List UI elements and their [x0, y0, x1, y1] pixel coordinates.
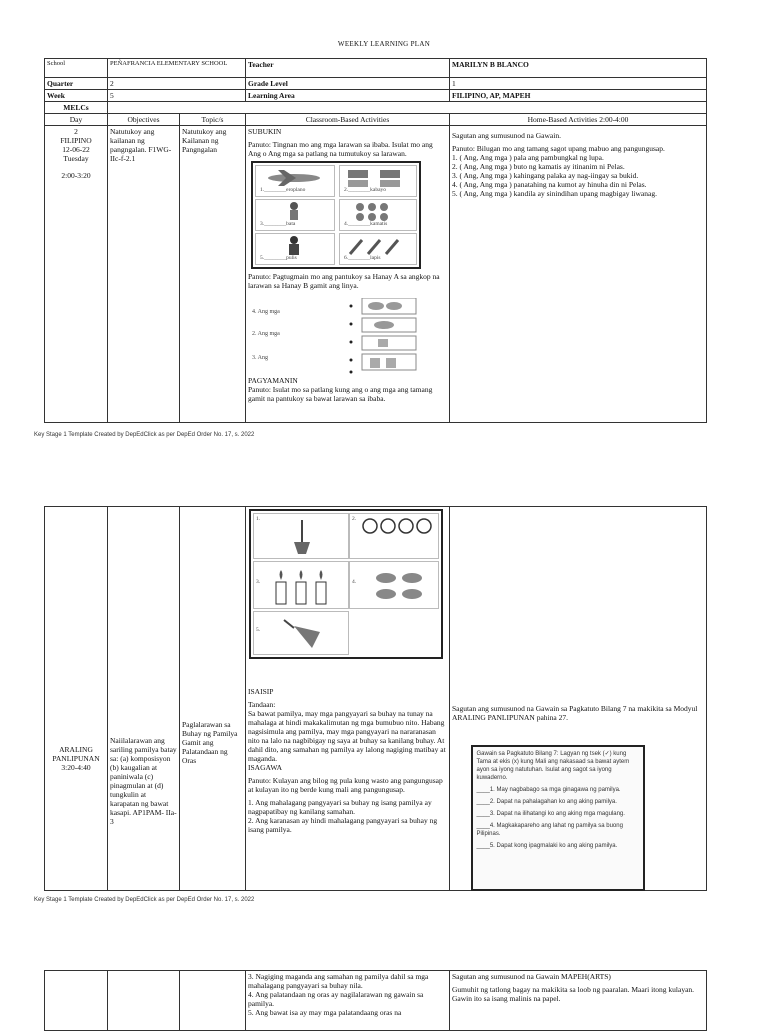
objectives-text-ap: Naiilalarawan ang sariling pamilya batay sa: (a) komposisyon (b) kaugalian at paniniwala (c) pinagmulan at (d) tungkulin at karapatan ng bawat kasapi. AP1PAM- IIa-3	[110, 736, 177, 826]
learning-area-value: FILIPINO, AP, MAPEH	[450, 90, 707, 102]
pic-label-4: 4.________kamatis	[344, 221, 388, 227]
candles-picture	[253, 561, 349, 609]
subukin-heading: SUBUKIN	[248, 127, 282, 136]
col-classroom: Classroom-Based Activities	[246, 114, 450, 126]
week-value: 5	[108, 90, 246, 102]
objectives-cell: Natutukoy ang kailanan ng pangngalan. F1WG-IIc-f-2.1	[108, 126, 180, 423]
classroom-item-5: 5. Ang bawat isa ay may mga palatandaang oras na	[248, 1008, 402, 1017]
tool-label-5: 5.	[256, 627, 261, 633]
classroom-cell-mapeh	[246, 971, 450, 1031]
airplane-picture	[255, 165, 335, 197]
template-footer-2: Key Stage 1 Template Created by DepEdClick as per DepEd Order No. 17, s. 2022	[34, 897, 255, 903]
col-topics: Topic/s	[180, 114, 246, 126]
grade-value: 1	[450, 78, 707, 90]
pic-label-2: 2.________kabayo	[344, 187, 387, 193]
match-label-3: 3. Ang	[252, 355, 269, 361]
day-subject-ap: ARALING PANLIPUNAN	[52, 745, 100, 763]
isagawa-instruction: Panuto: Kulayan ang bilog ng pula kung wasto ang pangungusap at kulayan ito ng berde kung mali ang pangungusap.	[248, 776, 443, 794]
learning-area-label: Learning Area	[246, 90, 450, 102]
police-picture	[255, 233, 335, 265]
tomato-icon	[350, 514, 438, 558]
page-title: WEEKLY LEARNING PLAN	[337, 40, 431, 48]
tool-label-3: 3.	[256, 579, 261, 585]
grade-label: Grade Level	[246, 78, 450, 90]
quarter-value: 2	[108, 78, 246, 90]
objectives-cell-ap	[108, 507, 180, 891]
tomatoes-row-picture	[349, 513, 439, 559]
day-weekday: Tuesday	[63, 154, 89, 163]
gawain-item-1: ____1. May nagbabago sa mga ginagawa ng pamilya.	[476, 786, 621, 793]
shovel-icon	[254, 514, 348, 558]
day-subject: FILIPINO	[60, 136, 92, 145]
melcs-label: MELCs	[45, 102, 108, 114]
classroom-cell-ap	[246, 507, 450, 891]
home-activities-cell-mapeh	[450, 971, 707, 1031]
isagawa-item-1: 1. Ang mahalagang pangyayari sa buhay ng isang pamilya ay nagpapatibay ng kanilang samahan.	[248, 798, 432, 816]
pic-label-3: 3.________bata	[260, 221, 296, 227]
frog-icon	[350, 562, 438, 608]
learning-plan-table-continued	[44, 506, 707, 891]
teacher-label: Teacher	[246, 59, 450, 78]
pencils-picture	[339, 233, 417, 265]
matching-exercise	[248, 298, 447, 376]
pic-label-1: 1.________eroplano	[260, 187, 306, 193]
gawain-item-4: ____4. Magkakapareho ang lahat ng pamilya sa buong Pilipinas.	[476, 822, 623, 837]
template-footer: Key Stage 1 Template Created by DepEdClick as per DepEd Order No. 17, s. 2022	[34, 432, 255, 438]
day-date: 12-06-22	[62, 145, 90, 154]
col-day: Day	[45, 114, 108, 126]
subukin-instruction: Panuto: Tingnan mo ang mga larawan sa ibaba. Isulat mo ang Ang o Ang mga sa patlang na tumutukoy sa larawan.	[248, 140, 433, 158]
school-label: School	[45, 59, 108, 78]
tool-label-2: 2.	[352, 516, 357, 522]
gawain-item-3: ____3. Dapat na ilihatangi ko ang aking mga magulang.	[476, 810, 625, 817]
home-instruction: Sagutan ang sumusunod na Gawain.	[452, 131, 561, 140]
pic-label-6: 6.________lapis	[344, 255, 381, 261]
classroom-item-4: 4. Ang palatandaan ng oras ay nagilalarawan ng gawain sa pamilya.	[248, 990, 424, 1008]
day-cell	[45, 126, 108, 423]
objectives-cell-mapeh	[108, 971, 180, 1031]
home-item-4: 4. ( Ang, Ang mga ) panatahing na kumot ay hinuha din ni Pelas.	[452, 180, 647, 189]
home-item-2: 2. ( Ang, Ang mga ) buto ng kamatis ay itinanim ni Pelas.	[452, 162, 625, 171]
subukin-picture-grid	[251, 161, 421, 269]
topic-text-ap: Paglalarawan sa Buhay ng Pamilya Gamit ang Palatandaan ng Oras	[182, 720, 238, 765]
home-item-3: 3. ( Ang, Ang mga ) kahingang palaka ay nag-iingay sa bukid.	[452, 171, 639, 180]
pagtambalin-instruction: Panuto: Pagtugmain mo ang pantukoy sa Hanay A sa angkop na larawan sa Hanay B gamit ang linya.	[248, 272, 440, 290]
tools-picture-grid	[249, 509, 443, 659]
gawain-item-2: ____2. Dapat na pahalagahan ko ang aking pamilya.	[476, 798, 617, 805]
isaisip-text: Sa bawat pamilya, may mga pangyayari sa buhay na tunay na mahalaga at hindi makakalimutan ng mga bumubuo nito. Habang nagsisimula ang pamilya, may mga pangyayari na nararanasan nito na lalo na nagbibigay ng saya at buhay sa kanilang buhay. At dahil dito, ang samahan ng pamilya ay lalong nagiging matibay at maganda.	[248, 709, 446, 763]
frogs-picture	[349, 561, 439, 609]
learning-plan-table-page3	[44, 970, 707, 1031]
home-mapeh-line2: Gumuhit ng tatlong bagay na makikita sa loob ng paaralan. Maari itong kulayan. Gawin ito sa isang malinis na papel.	[452, 985, 695, 1003]
teacher-value: MARILYN B BLANCO	[450, 59, 707, 78]
topic-cell-mapeh	[180, 971, 246, 1031]
learning-plan-table	[44, 58, 707, 423]
pagyamanin-heading: PAGYAMANIN	[248, 376, 298, 385]
week-label: Week	[45, 90, 108, 102]
day-cell-mapeh	[45, 971, 108, 1031]
match-label-2: 2. Ang mga	[252, 331, 280, 337]
home-activities-cell-ap	[450, 507, 707, 891]
matching-pictures	[348, 298, 448, 376]
quarter-label: Quarter	[45, 78, 108, 90]
home-text-ap: Sagutan ang sumusunod na Gawain sa Pagkatuto Bilang 7 na makikita sa Modyul ARALING PANLIPUNAN pahina 27.	[452, 704, 698, 722]
tool-label-1: 1.	[256, 516, 261, 522]
topic-cell: Natutukoy ang Kailanan ng Pangngalan	[180, 126, 246, 423]
day-cell-ap	[45, 507, 108, 891]
home-item-1: 1. ( Ang, Ang mga ) pala ang pambungkal ng lupa.	[452, 153, 604, 162]
horses-picture	[339, 165, 417, 197]
match-label-1: 4. Ang mga	[252, 309, 280, 315]
home-mapeh-line1: Sagutan ang sumusunod na Gawain MAPEH(ARTS)	[452, 972, 611, 981]
tomatoes-picture	[339, 199, 417, 231]
col-objectives: Objectives	[108, 114, 180, 126]
child-picture	[255, 199, 335, 231]
isaisip-heading: ISAISIP	[248, 687, 274, 696]
isagawa-heading: ISAGAWA	[248, 763, 282, 772]
classroom-cell	[246, 126, 450, 423]
pagyamanin-instruction: Panuto: Isulat mo sa patlang kung ang o ang mga ang tamang gamit na pantukoy sa bawat larawan sa ibaba.	[248, 385, 433, 403]
school-value: PEÑAFRANCIA ELEMENTARY SCHOOL	[108, 59, 246, 78]
home-item-5: 5. ( Ang, Ang mga ) kandila ay sinindihan upang magbigay liwanag.	[452, 189, 657, 198]
gawain-screenshot	[471, 745, 645, 891]
gawain-heading: Gawain sa Pagkatuto Bilang 7: Lagyan ng tsek (✓) kung Tama at ekis (x) kung Mali ang nakasaad sa bawat aytem ayon sa iyong natutuhan. Isulat ang sagot sa iyong kuwaderno.	[476, 750, 630, 781]
candle-icon	[254, 562, 348, 608]
trowel-picture	[253, 611, 349, 655]
home-panuto: Panuto: Bilugan mo ang tamang sagot upang mabuo ang pangungusap.	[452, 144, 665, 153]
day-time-ap: 3:20-4:40	[61, 763, 91, 772]
shovel-picture	[253, 513, 349, 559]
day-number: 2	[74, 127, 78, 136]
topic-cell-ap	[180, 507, 246, 891]
pic-label-5: 5.________pulis	[260, 255, 297, 261]
classroom-item-3: 3. Nagiging maganda ang samahan ng pamilya dahil sa mga mahalagang pangyayari sa buhay nila.	[248, 972, 429, 990]
tandaan-label: Tandaan:	[248, 700, 276, 709]
gawain-item-5: ____5. Dapat kong ipagmalaki ko ang aking pamilya.	[476, 842, 618, 849]
trowel-icon	[254, 612, 348, 654]
home-activities-cell	[450, 126, 707, 423]
tool-label-4: 4.	[352, 579, 357, 585]
isagawa-item-2: 2. Ang karanasan ay hindi mahalagang pangyayari sa buhay ng isang pamilya.	[248, 816, 438, 834]
col-home: Home-Based Activities 2:00-4:00	[450, 114, 707, 126]
day-time: 2:00-3:20	[61, 171, 91, 180]
